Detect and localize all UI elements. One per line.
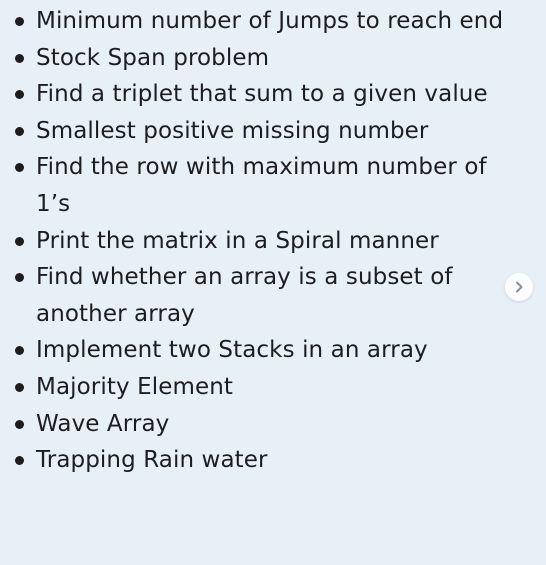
bullet-icon	[15, 237, 24, 246]
bullet-icon	[15, 54, 24, 63]
list-item-label: Find a triplet that sum to a given value	[36, 81, 488, 108]
list-item-label: Trapping Rain water	[36, 447, 268, 474]
list-item	[0, 223, 546, 260]
list-item	[0, 332, 546, 369]
list-item-label: Smallest positive missing number	[36, 117, 429, 144]
list-item	[0, 442, 546, 479]
list-item	[0, 113, 546, 150]
bullet-icon	[15, 456, 24, 465]
list-item-label: Stock Span problem	[36, 44, 270, 71]
list-item-label: Print the matrix in a Spiral manner	[36, 227, 439, 254]
list-item	[0, 259, 546, 332]
chevron-right-icon	[512, 280, 526, 294]
next-button[interactable]	[505, 273, 533, 301]
bullet-icon	[15, 163, 24, 172]
topic-list	[0, 3, 546, 479]
list-item-label: Implement two Stacks in an array	[36, 337, 428, 364]
list-item	[0, 76, 546, 113]
list-item	[0, 40, 546, 77]
bullet-icon	[15, 273, 24, 282]
list-item-label: Minimum number of Jumps to reach end	[36, 8, 504, 34]
bullet-icon	[15, 17, 24, 26]
bullet-icon	[15, 127, 24, 136]
bullet-icon	[15, 90, 24, 99]
list-item-label: Find the row with maximum number of 1’s	[36, 154, 487, 217]
list-item-label: Majority Element	[36, 373, 234, 400]
bullet-icon	[15, 383, 24, 392]
list-item	[0, 3, 546, 40]
bullet-icon	[15, 420, 24, 429]
bullet-icon	[15, 346, 24, 355]
list-item	[0, 369, 546, 406]
list-item	[0, 149, 546, 222]
list-item	[0, 406, 546, 443]
list-item-label: Find whether an array is a subset of another array	[36, 264, 453, 327]
list-item-label: Wave Array	[36, 410, 170, 437]
